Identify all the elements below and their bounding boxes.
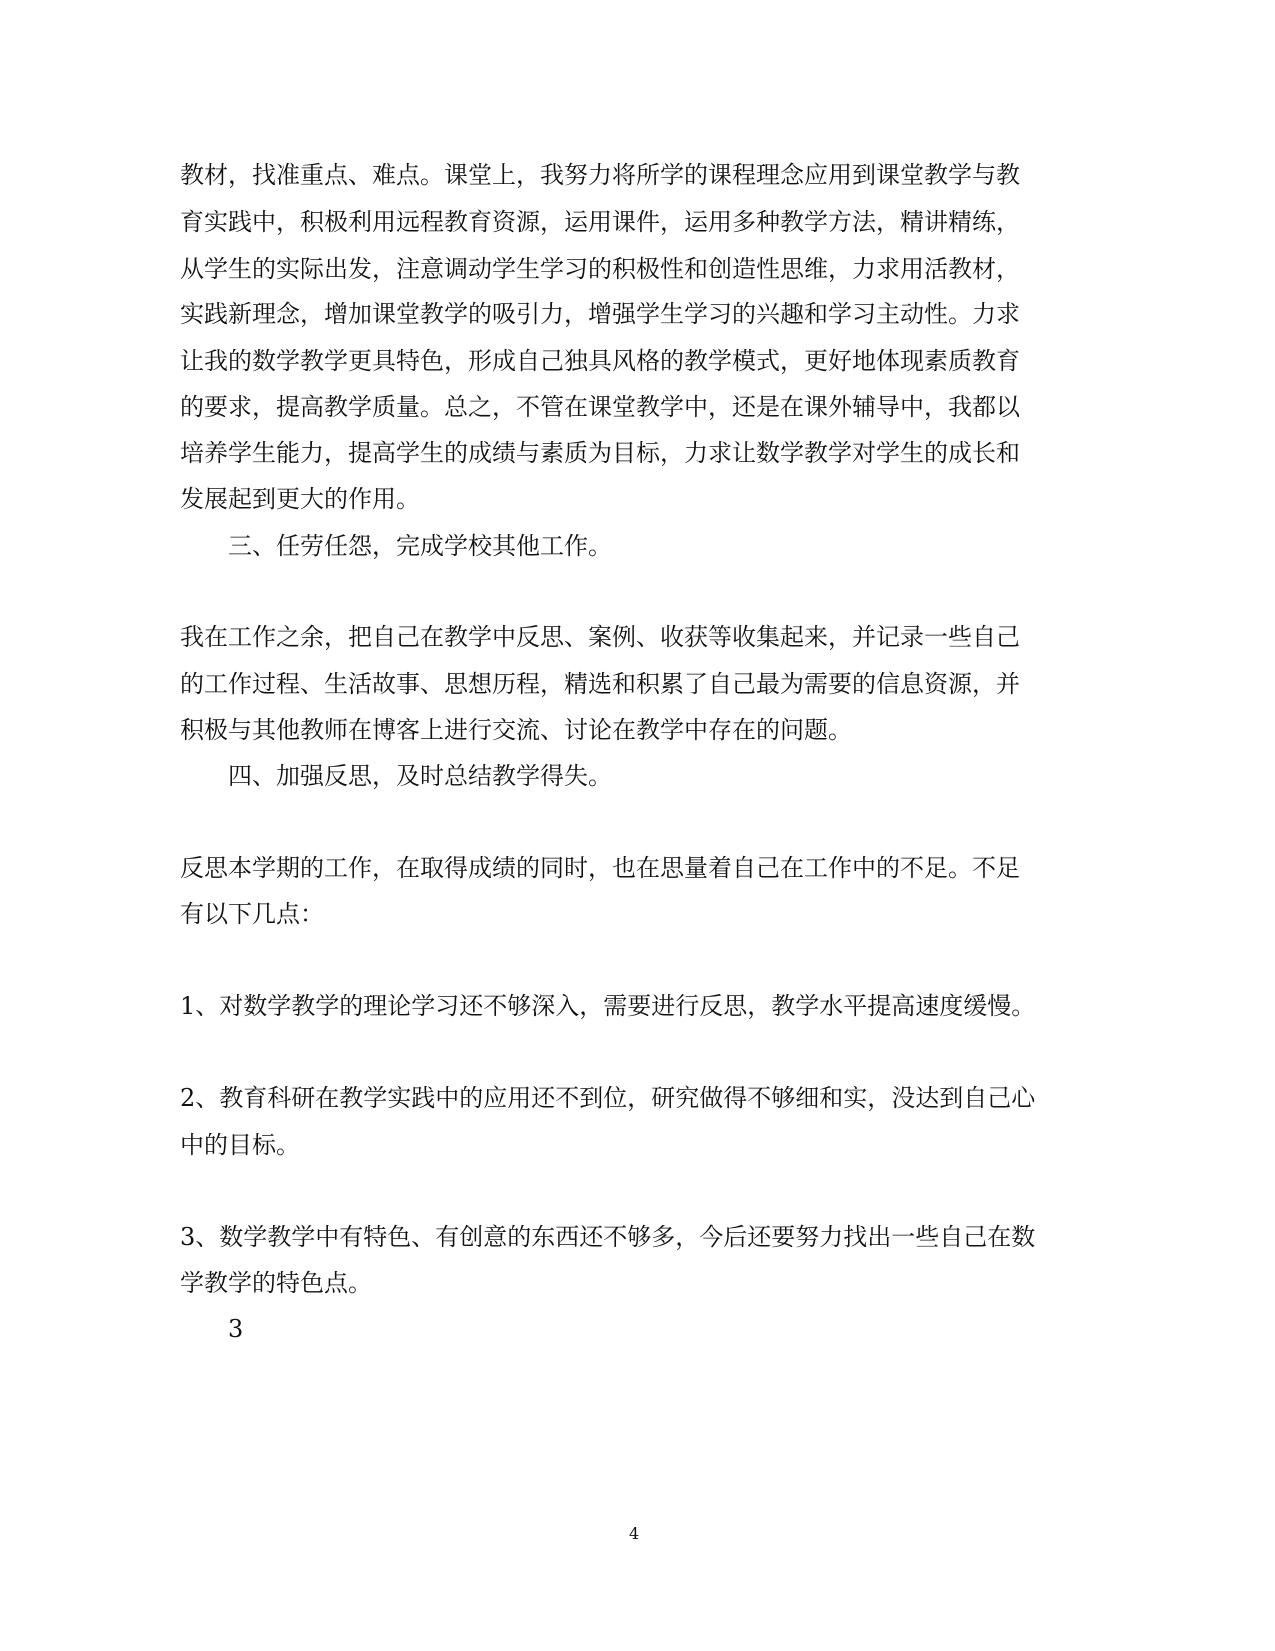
section-heading-4: 四、加强反思，及时总结教学得失。 xyxy=(228,762,612,790)
paragraph-1-line-7: 培养学生能力，提高学生的成绩与素质为目标，力求让数学教学对学生的成长和 xyxy=(180,439,1020,467)
paragraph-2-line-2: 的工作过程、生活故事、思想历程，精选和积累了自己最为需要的信息资源，并 xyxy=(180,670,1020,698)
paragraph-3-line-1: 反思本学期的工作，在取得成绩的同时，也在思量着自己在工作中的不足。不足 xyxy=(180,854,1020,882)
paragraph-1-line-6: 的要求，提高教学质量。总之，不管在课堂教学中，还是在课外辅导中，我都以 xyxy=(180,393,1020,421)
paragraph-1-line-5: 让我的数学教学更具特色，形成自己独具风格的教学模式，更好地体现素质教育 xyxy=(180,347,1020,375)
section-heading-3: 三、任劳任怨，完成学校其他工作。 xyxy=(228,532,612,560)
list-item-3-line-1: 3、数学教学中有特色、有创意的东西还不够多，今后还要努力找出一些自己在数 xyxy=(180,1223,1036,1251)
list-item-2-line-1: 2、教育科研在教学实践中的应用还不到位，研究做得不够细和实，没达到自己心 xyxy=(180,1084,1036,1112)
paragraph-1-line-1: 教材，找准重点、难点。课堂上，我努力将所学的课程理念应用到课堂教学与教 xyxy=(180,161,1020,189)
inline-number: 3 xyxy=(228,1315,244,1343)
page-number: 4 xyxy=(629,1524,640,1543)
paragraph-1-line-3: 从学生的实际出发，注意调动学生学习的积极性和创造性思维，力求用活教材， xyxy=(180,255,1020,283)
paragraph-1-line-8: 发展起到更大的作用。 xyxy=(180,485,420,513)
paragraph-3-line-2: 有以下几点： xyxy=(180,900,324,928)
paragraph-2-line-3: 积极与其他教师在博客上进行交流、讨论在教学中存在的问题。 xyxy=(180,716,852,744)
list-item-2-line-2: 中的目标。 xyxy=(180,1131,300,1159)
paragraph-2-line-1: 我在工作之余，把自己在教学中反思、案例、收获等收集起来，并记录一些自己 xyxy=(180,623,1020,651)
paragraph-1-line-2: 育实践中，积极利用远程教育资源，运用课件，运用多种教学方法，精讲精练， xyxy=(180,208,1020,236)
paragraph-1-line-4: 实践新理念，增加课堂教学的吸引力，增强学生学习的兴趣和学习主动性。力求 xyxy=(180,300,1020,328)
list-item-3-line-2: 学教学的特色点。 xyxy=(180,1269,372,1297)
list-item-1-line-1: 1、对数学教学的理论学习还不够深入，需要进行反思，教学水平提高速度缓慢。 xyxy=(180,992,1036,1020)
